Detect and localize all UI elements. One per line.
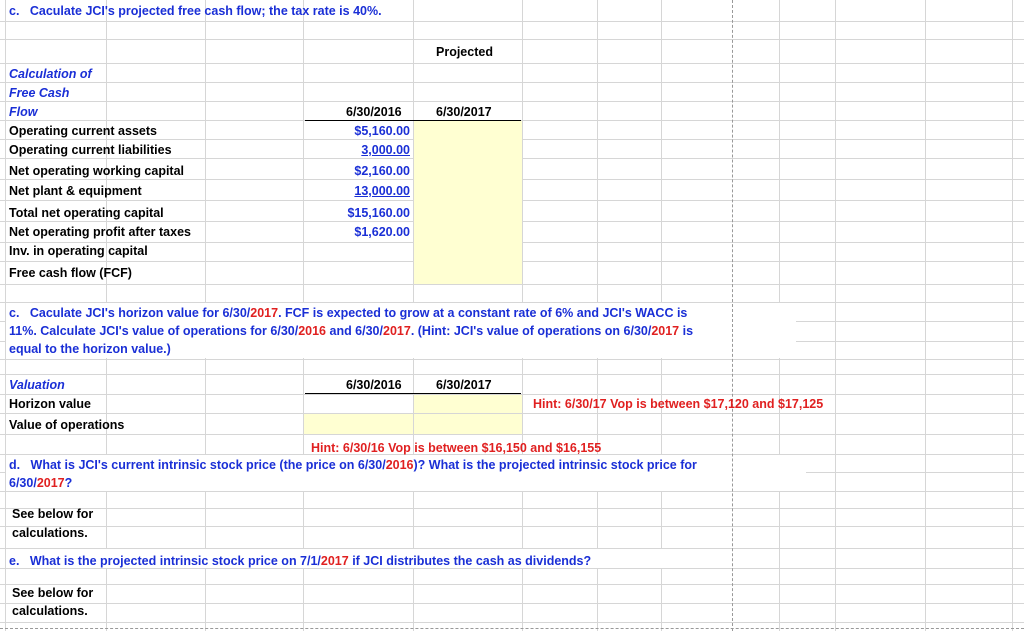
page-break-horizontal	[0, 628, 1024, 629]
part-e-see-below-line-2: calculations.	[12, 604, 88, 618]
value-operating-current-assets-2016[interactable]: $5,160.00	[354, 124, 410, 138]
part-e-question: e. What is the projected intrinsic stock price on 7/1/2017 if JCI distributes the cash as dividends?	[9, 554, 592, 568]
row-label-investment-operating-capital: Inv. in operating capital	[9, 244, 148, 258]
row-label-net-operating-working-capital: Net operating working capital	[9, 164, 185, 178]
col-header-2017: 6/30/2017	[436, 105, 492, 119]
part-d-question: d. What is JCI's current intrinsic stock price (the price on 6/30/2016)? What is the projected intrinsic stock price for 6/30/2017?	[9, 458, 697, 490]
row-label-operating-current-assets: Operating current assets	[9, 124, 157, 138]
hint-vop-2016: Hint: 6/30/16 Vop is between $16,150 and $16,155	[311, 441, 602, 455]
value-net-plant-equipment-2016[interactable]: 13,000.00	[354, 184, 410, 198]
row-label-operating-current-liabilities: Operating current liabilities	[9, 143, 172, 157]
value-nopat-2016[interactable]: $1,620.00	[354, 225, 410, 239]
part-d-see-below-line-1: See below for	[12, 507, 94, 521]
col-header-underline	[305, 120, 521, 121]
valuation-header-underline	[305, 393, 521, 394]
row-label-net-plant-equipment: Net plant & equipment	[9, 184, 142, 198]
col-header-2016: 6/30/2016	[346, 105, 402, 119]
value-operating-current-liabilities-2016[interactable]: 3,000.00	[361, 143, 410, 157]
part-c1-title	[9, 4, 382, 18]
valuation-col-2017: 6/30/2017	[436, 378, 492, 392]
row-label-nopat: Net operating profit after taxes	[9, 225, 191, 239]
valuation-heading: Valuation	[9, 378, 65, 392]
row-label-free-cash-flow: Free cash flow (FCF)	[9, 266, 132, 280]
part-c2-question: c. Caculate JCI's horizon value for 6/30/2017. FCF is expected to grow at a constant rate of 6% and JCI's WACC is 11%. Calculate JCI's value of operations for 6/30/2016 and 6/30/2017. (Hint: JCI's value of operations on 6/30/2017 is equal to the horizon value.)	[9, 306, 694, 356]
part-e-see-below-line-1: See below for	[12, 586, 94, 600]
value-of-operations-input-2016[interactable]	[304, 414, 413, 434]
hint-vop-2017: Hint: 6/30/17 Vop is between $17,120 and $17,125	[533, 397, 824, 411]
section-heading-line-2: Free Cash	[9, 86, 70, 100]
projected-header: Projected	[436, 45, 493, 59]
horizon-value-label: Horizon value	[9, 397, 91, 411]
section-heading-line-1: Calculation of	[9, 67, 92, 81]
value-of-operations-input-2017[interactable]	[414, 414, 522, 434]
part-c1-label: c.	[9, 4, 20, 18]
value-net-operating-working-capital-2016[interactable]: $2,160.00	[354, 164, 410, 178]
part-d-see-below-line-2: calculations.	[12, 526, 88, 540]
horizon-value-input-2017[interactable]	[414, 395, 522, 413]
value-total-net-operating-capital-2016[interactable]: $15,160.00	[347, 206, 410, 220]
section-heading-line-3: Flow	[9, 105, 38, 119]
projected-fcf-input-column[interactable]	[414, 121, 522, 284]
part-c1-text: Caculate JCI's projected free cash flow; the tax rate is 40%.	[29, 4, 382, 18]
value-of-operations-label: Value of operations	[9, 418, 125, 432]
row-label-total-net-operating-capital: Total net operating capital	[9, 206, 164, 220]
valuation-col-2016: 6/30/2016	[346, 378, 402, 392]
